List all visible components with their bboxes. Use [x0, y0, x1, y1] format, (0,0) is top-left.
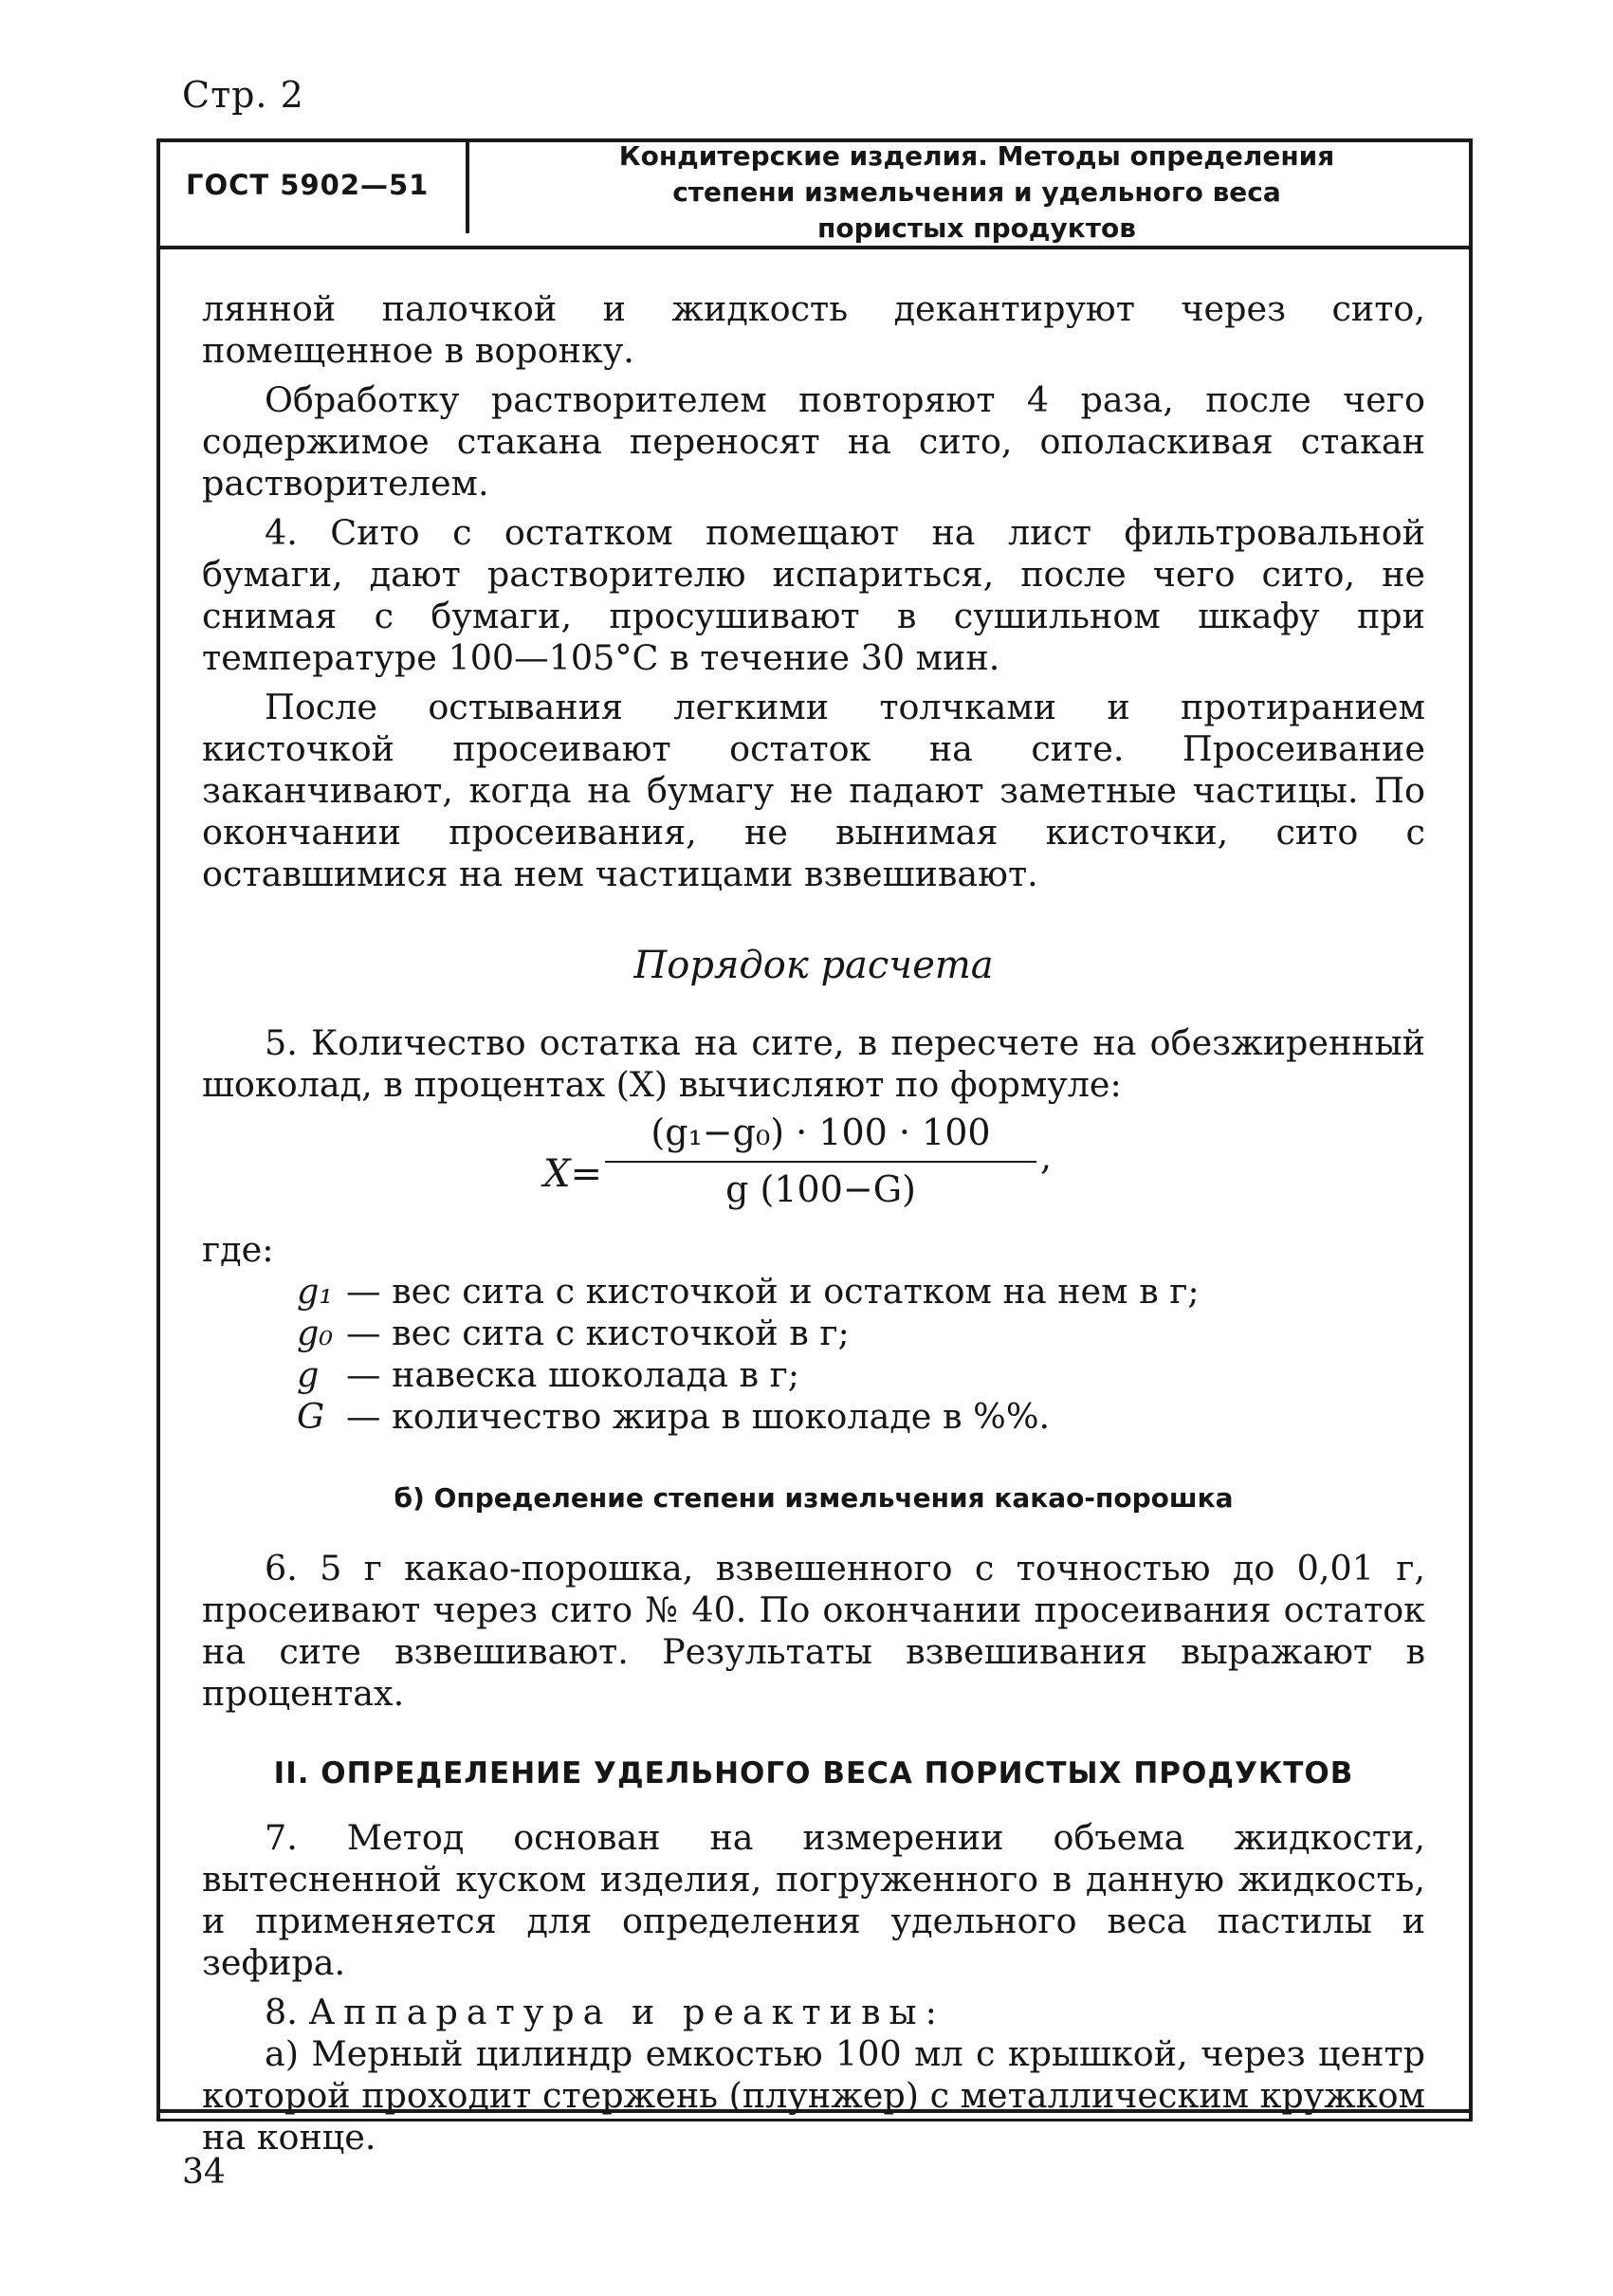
subheading-cocoa: б) Определение степени измельчения какао-порошка: [394, 1482, 1234, 1514]
paragraph: 5. Количество остатка на сите, в пересчете на обезжиренный шоколад, в процентах (X) вычисляют по формуле:: [202, 1022, 1425, 1105]
spaced-heading: Аппаратура и реактивы:: [308, 1992, 945, 2032]
paragraph: Обработку растворителем повторяют 4 раза, после чего содержимое стакана переносят на сито, ополаскивая стакан растворителем.: [202, 379, 1425, 504]
page-number: 34: [182, 2153, 226, 2192]
where-label: где:: [202, 1229, 274, 1270]
formula-comma: ,: [1040, 1136, 1053, 1178]
header-title: [493, 138, 1460, 247]
page-label: Стр. 2: [182, 74, 304, 116]
fraction-bar: [605, 1161, 1036, 1163]
legend-symbol: g₁: [297, 1271, 333, 1312]
legend-symbol: g₀: [297, 1313, 333, 1353]
legend-symbol: g: [297, 1354, 320, 1395]
legend-text: — вес сита с кисточкой и остатком на нем в г;: [346, 1271, 1200, 1312]
paragraph: 4. Сито с остатком помещают на лист фильтровальной бумаги, дают растворителю испариться, после чего сито, не снимая с бумаги, просушивают в сушильном шкафу при температуре 100—105°С в течение 30 мин.: [202, 512, 1425, 678]
formula-numerator: (g₁−g₀) · 100 · 100: [651, 1111, 991, 1153]
paragraph: [202, 1992, 1425, 2033]
header-separator: [466, 138, 469, 233]
formula-lhs: X=: [543, 1152, 602, 1196]
header-title-line: Кондитерские изделия. Методы определения: [618, 140, 1335, 172]
calc-heading: Порядок расчета: [633, 944, 994, 987]
header-title-line: пористых продуктов: [817, 212, 1136, 244]
paragraph: а) Мерный цилиндр емкостью 100 мл с крышкой, через центр которой проходит стержень (плунжер) с металлическим кружком на конце.: [202, 2033, 1425, 2158]
item-number: 8.: [265, 1992, 298, 2032]
legend-text: — навеска шоколада в г;: [346, 1354, 800, 1395]
main-content: [202, 288, 1425, 2158]
header-title-line: степени измельчения и удельного веса: [672, 176, 1281, 208]
section-heading: II. ОПРЕДЕЛЕНИЕ УДЕЛЬНОГО ВЕСА ПОРИСТЫХ ПРОДУКТОВ: [273, 1756, 1354, 1791]
legend-row: [297, 1313, 1425, 1354]
formula-denominator: g (100−G): [725, 1168, 916, 1210]
paragraph: 6. 5 г какао-порошка, взвешенного с точностью до 0,01 г, просеивают через сито № 40. По окончании просеивания остаток на сите взвешивают. Результаты взвешивания выражают в процентах.: [202, 1548, 1425, 1714]
gost-number: ГОСТ 5902—51: [186, 169, 430, 201]
legend-symbol: G: [297, 1396, 325, 1437]
legend-text: — количество жира в шоколаде в %%.: [346, 1396, 1051, 1437]
paragraph: лянной палочкой и жидкость декантируют через сито, помещенное в воронку.: [202, 288, 1425, 371]
legend-row: [297, 1354, 1425, 1396]
formula-legend: [297, 1271, 1425, 1438]
legend-text: — вес сита с кисточкой в г;: [346, 1313, 850, 1353]
legend-row: [297, 1396, 1425, 1438]
paragraph: После остывания легкими толчками и протиранием кисточкой просеивают остаток на сите. Просеивание заканчивают, когда на бумагу не падают заметные частицы. По окончании просеивания, не вынимая кисточки, сито с оставшимися на нем частицами взвешивают.: [202, 687, 1425, 894]
legend-row: [297, 1271, 1425, 1313]
paragraph: 7. Метод основан на измерении объема жидкости, вытесненной куском изделия, погруженного в данную жидкость, и применяется для определения удельного веса пастилы и зефира.: [202, 1817, 1425, 1983]
formula: [202, 1111, 1425, 1223]
